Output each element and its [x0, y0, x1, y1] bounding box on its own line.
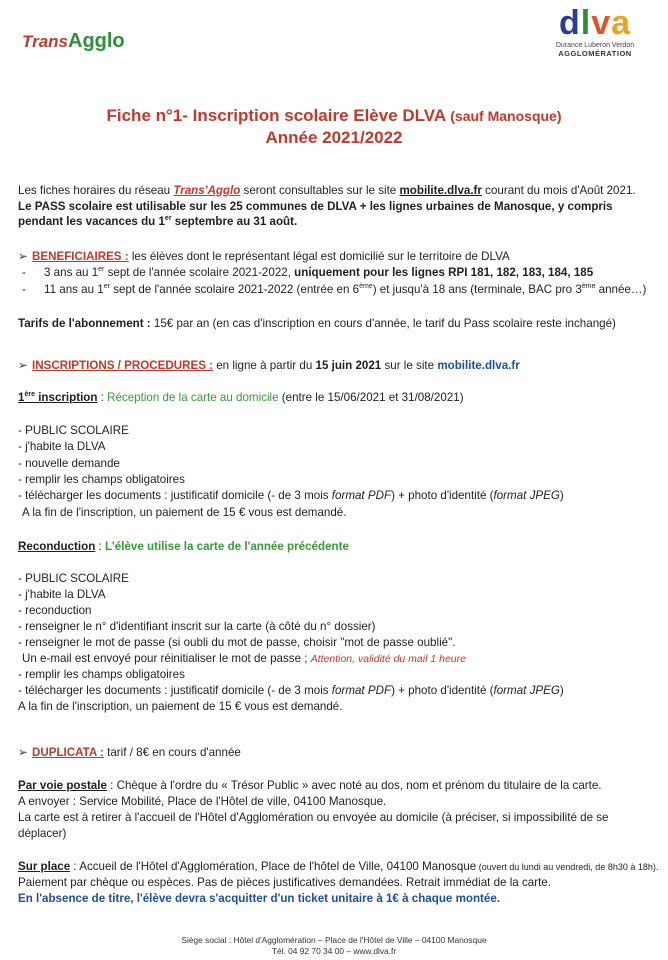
postale-text: : Chèque à l'ordre du « Trésor Public » avec noté au dos, nom et prénom du titulaire de la carte. [106, 779, 602, 792]
absence-warning: En l'absence de titre, l'élève devra s'acquitter d'un ticket unitaire à 1€ à chaque montée. [18, 892, 501, 905]
download-text: - télécharger les documents : justificatif domicile (- de 3 mois [18, 489, 332, 502]
item-text: sept de l'année scolaire 2021-2022 (entrée en 6 [109, 283, 360, 296]
sur-place-text: : Accueil de l'Hôtel d'Agglomération, Place de l'hôtel de Ville, 04100 Manosque [70, 860, 477, 873]
item-text: année…) [595, 283, 647, 296]
inscriptions-date: 15 juin 2021 [315, 359, 382, 372]
tarifs-label: Tarifs de l'abonnement : [18, 317, 151, 330]
colon: : [95, 540, 105, 553]
download-text: ) + photo d'identité ( [391, 489, 494, 502]
footer-contact: Tél. 04 92 70 34 00 – www.dlva.fr [271, 946, 397, 956]
download-text: ) + photo d'identité ( [391, 684, 494, 697]
inscriptions-text: en ligne à partir du [213, 359, 316, 372]
opening-hours: (ouvert du lundi au vendredi, de 8h30 à 18h). [476, 862, 659, 872]
inscriptions-heading: INSCRIPTIONS / PROCEDURES : [32, 359, 214, 372]
page-subtitle-year: Année 2021/2022 [265, 128, 403, 147]
beneficiaires-heading: BENEFICIAIRES : [32, 250, 129, 263]
duplicata-heading-line [18, 746, 241, 761]
intro-line-3 [18, 215, 297, 230]
mobilite-link[interactable]: mobilite.dlva.fr [437, 359, 520, 372]
superscript: er [103, 283, 110, 291]
intro-line-2: Le PASS scolaire est utilisable sur les 25 communes de DLVA + les lignes urbaines de Manosque, y compris [18, 200, 613, 213]
duplicata-heading: DUPLICATA : [32, 746, 104, 759]
first-payment: A la fin de l'inscription, un paiement de 15 € vous est demandé. [22, 506, 347, 519]
recon-email-line [22, 652, 466, 667]
format-jpeg: format JPEG [493, 489, 560, 502]
download-text: - télécharger les documents : justificatif domicile (- de 3 mois [18, 684, 332, 697]
beneficiaires-item-2: - 11 ans au 1er sept de l'année scolaire 2021-2022 (entrée en 6ème) et jusqu'à 18 ans (terminale, BAC pro 3ème année…) [22, 283, 647, 296]
intro-text: courant du mois d'Août 2021. [481, 184, 636, 197]
recon-item-4: - renseigner le n° d'identifiant inscrit sur la carte (à côté du n° dossier) [18, 620, 376, 633]
beneficiaires-heading-line [18, 250, 510, 265]
superscript: er [98, 266, 105, 274]
intro-text: pendant les vacances du 1 [18, 215, 165, 228]
first-inscription-label [18, 391, 97, 404]
dlva-logo-agglomeration: AGGLOMÉRATION [558, 49, 632, 58]
tarifs-line [18, 317, 616, 332]
beneficiaires-text: les élèves dont le représentant légal est domicilié sur le territoire de DLVA [128, 250, 510, 263]
item-text: 3 ans au 1 [44, 266, 99, 279]
recon-download [18, 684, 564, 699]
intro-text: seront consultables sur le site [240, 184, 400, 197]
dlva-logo-mark: dlva [558, 4, 632, 42]
first-inscription-green: Réception de la carte au domicile [107, 391, 279, 404]
reconduction-heading [18, 540, 349, 555]
intro-line-1 [18, 184, 636, 199]
reconduction-green: L'élève utilise la carte de l'année précédente [104, 540, 349, 553]
transagglo-logo [22, 30, 125, 53]
postale-line [18, 779, 602, 794]
transagglo-link[interactable]: Trans'Agglo [173, 184, 241, 197]
reconduction-label: Reconduction [18, 540, 96, 553]
first-item-1: - PUBLIC SCOLAIRE [18, 424, 129, 437]
duplicata-text: tarif / 8€ en cours d'année [103, 746, 241, 759]
recon-item-3: - reconduction [18, 604, 92, 617]
beneficiaires-item-1: - 3 ans au 1er sept de l'année scolaire 2021-2022, uniquement pour les lignes RPI 181, 182, 183, 184, 185 [22, 266, 594, 279]
logo-trans-text: Trans [22, 32, 68, 51]
format-pdf: format PDF [331, 489, 392, 502]
colon: : [97, 391, 108, 404]
first-inscription-heading [18, 391, 464, 406]
superscript: ème [359, 283, 373, 291]
logo-agglo-text: Agglo [68, 30, 125, 52]
superscript: ème [581, 283, 596, 291]
page-title [0, 106, 668, 126]
rpi-lines: uniquement pour les lignes RPI 181, 182, 183, 184, 185 [294, 266, 594, 279]
first-inscription-dates: (entre le 15/06/2021 et 31/08/2021) [278, 391, 464, 404]
recon-item-1: - PUBLIC SCOLAIRE [18, 572, 129, 585]
tarifs-text: 15€ par an (en cas d'inscription en cours d'année, le tarif du Pass scolaire reste inchangé) [150, 317, 616, 330]
item-text: 11 ans au 1 [44, 283, 104, 296]
dlva-logo [540, 4, 650, 58]
first-item-4: - remplir les champs obligatoires [18, 473, 185, 486]
download-text: ) [559, 684, 564, 697]
intro-text: Les fiches horaires du réseau [18, 184, 174, 197]
arrow-bullet-icon: ➢ [18, 250, 28, 263]
recon-payment: A la fin de l'inscription, un paiement de 15 € vous est demandé. [18, 700, 343, 713]
first-item-3: - nouvelle demande [18, 457, 120, 470]
carte-line-1: La carte est à retirer à l'accueil de l'Hôtel d'Agglomération ou envoyée au domicile (à préciser, si impossibilité de se [18, 811, 609, 824]
dlva-logo-subtitle: Durance Luberon Verdon [555, 42, 635, 49]
arrow-bullet-icon: ➢ [18, 359, 28, 372]
mobilite-link[interactable]: mobilite.dlva.fr [399, 184, 482, 197]
first-label-text: inscription [34, 391, 98, 404]
superscript: ère [24, 391, 35, 399]
format-pdf: format PDF [331, 684, 392, 697]
superscript: er [164, 215, 172, 223]
envoyer-line: A envoyer : Service Mobilité, Place de l'Hôtel de ville, 04100 Manosque. [18, 795, 387, 808]
inscriptions-heading-line [18, 359, 520, 374]
sur-place-label: Sur place [18, 860, 71, 873]
sur-place-line [18, 860, 658, 875]
intro-text: septembre au 31 août. [171, 215, 298, 228]
format-jpeg: format JPEG [493, 684, 560, 697]
recon-fill: - remplir les champs obligatoires [18, 668, 185, 681]
item-text: sept de l'année scolaire 2021-2022, [104, 266, 295, 279]
footer-address: Siège social : Hôtel d'Agglomération – Place de l'Hôtel de Ville – 04100 Manosque [181, 935, 487, 945]
paiement-line: Paiement par chèque ou espèces. Pas de pièces justificatives demandées. Retrait immédiat de la carte. [18, 876, 551, 889]
item-text: ) et jusqu'à 18 ans (terminale, BAC pro 3 [372, 283, 582, 296]
postale-label: Par voie postale [18, 779, 107, 792]
first-label-num: 1 [18, 391, 25, 404]
title-paren: (sauf Manosque) [450, 108, 562, 124]
carte-line-2: déplacer) [18, 827, 67, 840]
title-main: Fiche n°1- Inscription scolaire Elève DLVA [106, 106, 446, 125]
recon-email-text: Un e-mail est envoyé pour réinitialiser le mot de passe ; [22, 652, 311, 665]
recon-email-warning: Attention, validité du mail 1 heure [310, 653, 466, 665]
recon-item-2: - j'habite la DLVA [18, 588, 106, 601]
first-item-download [18, 489, 564, 504]
inscriptions-text: sur le site [381, 359, 438, 372]
arrow-bullet-icon: ➢ [18, 746, 28, 759]
first-item-2: - j'habite la DLVA [18, 440, 106, 453]
download-text: ) [559, 489, 564, 502]
recon-item-5: - renseigner le mot de passe (si oubli du mot de passe, choisir "mot de passe oublié". [18, 636, 456, 649]
